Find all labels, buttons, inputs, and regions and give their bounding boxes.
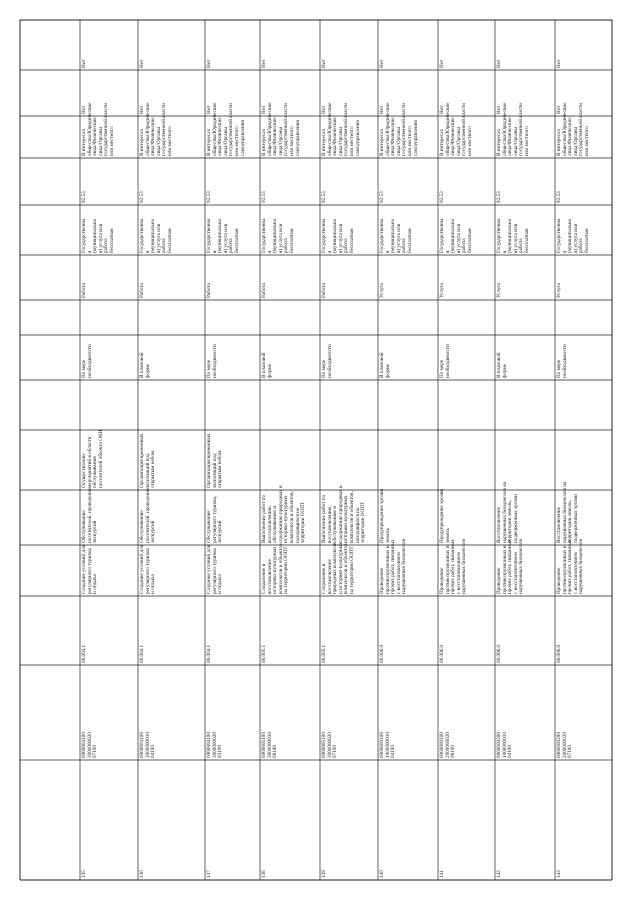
cell-form: В плановой форме (496, 352, 508, 378)
cell-lic: Нет (556, 59, 562, 68)
cell-paid: Государственна я (муниципальна я) услуга или работа бесплатная (439, 218, 473, 253)
cell-paid: Государственна я (муниципальна я) услуга или работа бесплатная (261, 218, 295, 253)
cell-lic: Нет (261, 59, 267, 68)
cell-type: Услуга (556, 283, 562, 298)
cell-reg: Нет (206, 105, 212, 114)
cell-name: Создание условий для регулярного туризма и отдыха (206, 544, 224, 594)
cell-content: Восстановление нарушенных биоценозов на территории земель, подверженных эрозии (556, 481, 579, 543)
cell-code: 6060805100 3000000020 07100 (321, 732, 339, 758)
cell-type: Работа (321, 283, 327, 298)
cell-lic: Нет (206, 59, 212, 68)
cell-kind: Организация временных экспозиций под открытым небом. (206, 433, 224, 488)
cell-name: Проведение противоэрозионных и прочих работ, связанных с восстановлением нарушенных биоценозов (556, 539, 585, 594)
cell-lic: Нет (496, 59, 502, 68)
cell-kind: Организация временных экспозиций под открытым небом. (139, 433, 157, 488)
cell-kvr: 06.006.0 (379, 644, 385, 663)
cell-name: Проведение противоэрозионных и прочих работ, связанных с восстановлением нарушенных биоценозов (439, 539, 468, 594)
cell-code: 6060600100 1000000010 04100 (379, 732, 397, 758)
cell-code: 6060600100 2000000020 08100 (439, 732, 457, 758)
cell-paid: Государственна я (муниципальна я) услуга или работа бесплатная (556, 218, 590, 253)
cell-code: 6060805100 3000000010 08100 (261, 732, 279, 758)
cell-n: 135 (81, 870, 87, 878)
cell-content: Обслуживание регулярного туризма, экскурсий (206, 495, 224, 543)
cell-code: 6060804100 3000000010 04100 (139, 732, 157, 758)
cell-n: 142 (496, 870, 502, 878)
cell-paid: Государственна я (муниципальна я) услуга или работа бесплатная (496, 218, 530, 253)
cell-content: Восстановление нарушенных биоценозов на территории земель, подверженных эрозии (496, 481, 519, 543)
cell-paid: Государственна я (муниципальна я) услуга или работа бесплатная (379, 218, 413, 253)
cell-form: По мере необходимости (556, 344, 568, 378)
cell-code: 6060804100 3000000020 03100 (206, 732, 224, 758)
cell-code: 6060804100 3000000020 07100 (81, 732, 99, 758)
cell-n: 137 (206, 870, 212, 878)
cell-form: По мере необходимости (321, 344, 333, 378)
cell-reg: Нет (139, 105, 145, 114)
cell-consumers: В интересах общества/Юридические лица/Физические лица/Органы государственной власти или местного самоуправления (379, 102, 419, 156)
cell-okved: 92.53 (206, 191, 212, 203)
cell-kvr: 06.004.1 (81, 644, 87, 663)
cell-lic: Нет (321, 59, 327, 68)
cell-okved: 92.53 (139, 191, 145, 203)
cell-okved: 92.53 (379, 191, 385, 203)
cell-kind: Осуществление мероприятий в области обслуживания посетителей объекта ОКН (81, 429, 104, 488)
cell-kvr: 06.004.1 (139, 644, 145, 663)
cell-okved: 92.53 (556, 191, 562, 203)
cell-content: Обслуживание посетителей, проведение экскурсий (81, 487, 99, 543)
cell-n: 140 (379, 870, 385, 878)
cell-consumers: В интересах общества/Юридические лица/Физические лица/Органы государственной власти или местного (81, 102, 115, 156)
cell-content: Обслуживание посетителей, проведение экскурсий (139, 487, 157, 543)
cell-code: 6060600200 1000000010 04100 (496, 732, 514, 758)
cell-lic: Нет (439, 59, 445, 68)
cell-reg: Нет (496, 105, 502, 114)
cell-form: По мере необходимости (439, 344, 451, 378)
cell-form: В плановой форме (379, 352, 391, 378)
cell-paid: Государственна я (муниципальна я) услуга или работа бесплатная (81, 218, 115, 253)
cell-reg: Нет (321, 105, 327, 114)
cell-type: Работа (139, 283, 145, 298)
cell-paid: Государственна я (муниципальна я) услуга или работа бесплатная (321, 218, 355, 253)
cell-n: 139 (321, 870, 327, 878)
cell-form: В плановой форме (139, 352, 151, 378)
cell-type: Работа (261, 283, 267, 298)
cell-okved: 92.53 (261, 191, 267, 203)
cell-okved: 92.53 (439, 191, 445, 203)
cell-consumers: В интересах общества/Юридические лица/Физические лица/Органы государственной власти или местного самоуправления (206, 102, 246, 156)
cell-form: По мере необходимости (206, 344, 218, 378)
cell-lic: Нет (139, 59, 145, 68)
cell-reg: Нет (556, 105, 562, 114)
cell-consumers: В интересах общества/Юридические лица/Физические лица/Органы государственной власти или местного самоуправления (321, 102, 361, 156)
cell-name: Создание условий для регулярного туризма и отдыха (139, 544, 157, 594)
cell-consumers: В интересах общества/Юридические лица/Физические лица/Органы государственной власти или местного (439, 102, 473, 156)
cell-kvr: 06.005.1 (321, 644, 327, 663)
cell-n: 138 (261, 870, 267, 878)
cell-type: Работа (206, 283, 212, 298)
cell-name: Проведение противоэрозионных и прочих работ, связанных с восстановлением нарушенных биоценозов (379, 539, 408, 594)
cell-lic: Нет (379, 59, 385, 68)
cell-paid: Государственна я (муниципальна я) услуга или работа бесплатная (206, 218, 240, 253)
cell-reg: Нет (379, 105, 385, 114)
cell-name: Проведение противоэрозионных и прочих работ, связанных с восстановлением нарушенных биоценозов (496, 539, 525, 594)
cell-type: Услуга (379, 283, 385, 298)
cell-form: В плановой форме (261, 352, 273, 378)
cell-kvr: 06.006.0 (439, 644, 445, 663)
cell-type: Работа (81, 283, 87, 298)
cell-consumers: В интересах общества/Юридические лица/Физические лица/Органы государственной власти или местного (139, 102, 173, 156)
cell-okved: 92.53 (81, 191, 87, 203)
cell-reg: Нет (439, 105, 445, 114)
cell-reg: Нет (81, 105, 87, 114)
cell-type: Услуга (496, 283, 502, 298)
cell-content: Предупреждение эрозии земель (439, 488, 451, 543)
cell-name: Сохранение и восстановление природных комплексов и историко-культурных комплексов и объектов на территории ООПТ (321, 542, 355, 594)
cell-reg: Нет (261, 105, 267, 114)
cell-consumers: В интересах общества/Юридические лица/Физические лица/Органы государственной власти или местного (556, 102, 590, 156)
cell-n: 141 (439, 870, 445, 878)
cell-n: 143 (556, 870, 562, 878)
cell-name: Создание условий для регулярного туризма и отдыха (81, 544, 99, 594)
cell-paid: Государственна я (муниципальна я) услуга или работа бесплатная (139, 218, 173, 253)
cell-lic: Нет (81, 59, 87, 68)
cell-okved: 92.53 (321, 191, 327, 203)
cell-kvr: 06.004.1 (206, 644, 212, 663)
cell-n: 136 (139, 870, 145, 878)
cell-type: Услуга (439, 283, 445, 298)
cell-kvr: 06.005.1 (261, 644, 267, 663)
cell-kvr: 06.006.0 (496, 644, 502, 663)
cell-kvr: 06.006.0 (556, 644, 562, 663)
cell-form: По мере необходимости (81, 344, 93, 378)
cell-content: Выполнение работ по восстановлению, обслуживанию и содержанию природных и историко-культурных комплексов и объектов, находящихся на территории ООПТ (321, 485, 367, 543)
cell-name: Сохранение и восстановление историко-культурных комплексов и объектов на территории ООПТ (261, 543, 290, 594)
cell-consumers: В интересах общества/Юридические лица/Физические лица/Органы государственной власти или местного самоуправления (261, 102, 301, 156)
cell-consumers: В интересах общества/Юридические лица/Физические лица/Органы государственной власти или местного (496, 102, 530, 156)
cell-okved: 92.53 (496, 191, 502, 203)
cell-content: Предупреждение эрозии земель (379, 488, 391, 543)
cell-content: Выполнение работ по восстановлению, обслуживанию и содержанию природных и историко-культурных комплексов и объектов, находящихся на территории ООПТ (261, 485, 307, 543)
cell-code: 6060600200 2000000020 07100 (556, 732, 574, 758)
